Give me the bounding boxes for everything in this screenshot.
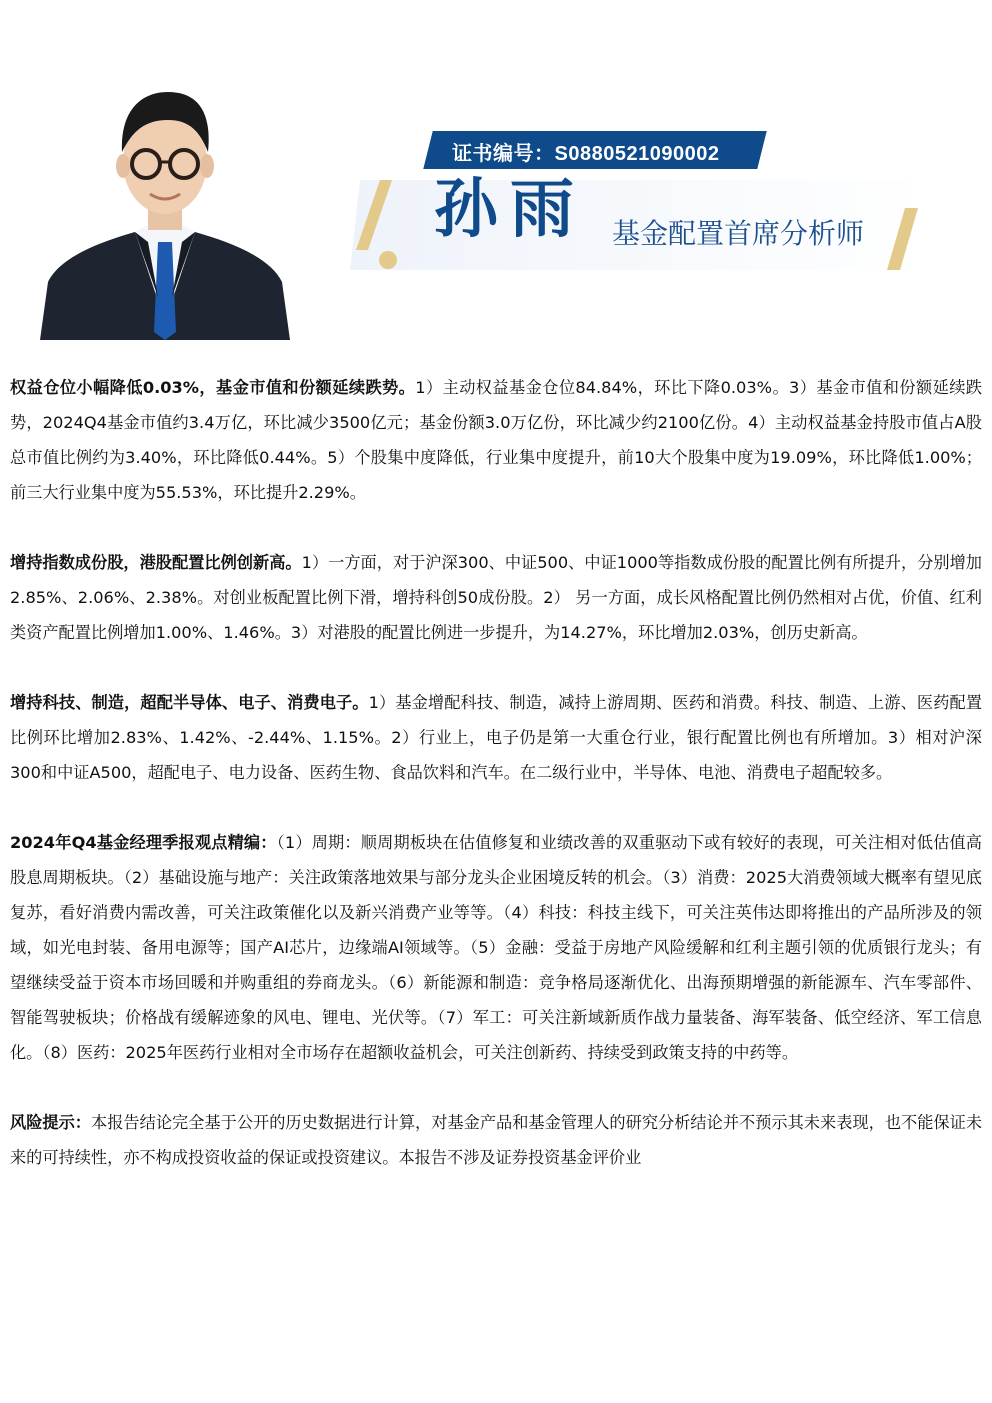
paragraph-risk-warning <box>10 1105 982 1175</box>
paragraph-sector-allocation <box>10 685 982 790</box>
paragraph-body: 1）一方面，对于沪深300、中证500、中证1000等指数成份股的配置比例有所提升，分别增加2.85%、2.06%、2.38%。对创业板配置比例下滑，增持科创50成份股。2） 另一方面，成长风格配置比例仍然相对占优，价值、红利类资产配置比例增加1.00%、1.46%。3）对港股的配置比例进一步提升，为14.27%，环比增加2.03%，创历史新高。 <box>10 553 982 642</box>
paragraph-heading: 2024年Q4基金经理季报观点精编： <box>10 833 277 852</box>
paragraph-index-constituents <box>10 545 982 650</box>
report-summary <box>10 370 982 1210</box>
paragraph-body: （1）周期：顺周期板块在估值修复和业绩改善的双重驱动下或有较好的表现，可关注相对低估值高股息周期板块。（2）基础设施与地产：关注政策落地效果与部分龙头企业困境反转的机会。（3）消费：2025大消费领域大概率有望见底复苏，看好消费内需改善，可关注政策催化以及新兴消费产业等等。（4）科技：科技主线下，可关注英伟达即将推出的产品所涉及的领域，如光电封装、备用电源等；国产AI芯片，边缘端AI领域等。（5）金融：受益于房地产风险缓解和红利主题引领的优质银行龙头；有望继续受益于资本市场回暖和并购重组的券商龙头。（6）新能源和制造：竞争格局逐渐优化、出海预期增强的新能源车、汽车零部件、智能驾驶板块；价格战有缓解迹象的风电、锂电、光伏等。（7）军工：可关注新域新质作战力量装备、海军装备、低空经济、军工信息化。（8）医药：2025年医药行业相对全市场存在超额收益机会，可关注创新药、持续受到政策支持的中药等。 <box>10 833 982 1062</box>
analyst-name: 孙雨 <box>434 172 586 247</box>
paragraph-equity-position <box>10 370 982 510</box>
cert-number: 证书编号：S0880521090002 <box>452 143 720 165</box>
paragraph-manager-views <box>10 825 982 1070</box>
analyst-role: 基金配置首席分析师 <box>612 217 865 250</box>
paragraph-heading: 增持指数成份股，港股配置比例创新高。 <box>10 553 302 572</box>
paragraph-body: 1）主动权益基金仓位84.84%，环比下降0.03%。3）基金市值和份额延续跌势，2024Q4基金市值约3.4万亿，环比减少3500亿元；基金份额3.0万亿份，环比减少约2100亿份。4）主动权益基金持股市值占A股总市值比例约为3.40%，环比降低0.44%。5）个股集中度降低，行业集中度提升，前10大个股集中度为19.09%，环比降低1.00%；前三大行业集中度为55.53%，环比提升2.29%。 <box>10 378 982 502</box>
analyst-header <box>0 0 992 345</box>
paragraph-body: 1）基金增配科技、制造，减持上游周期、医药和消费。科技、制造、上游、医药配置比例环比增加2.83%、1.42%、-2.44%、1.15%。2）行业上，电子仍是第一大重仓行业，银行配置比例也有所增加。3）相对沪深300和中证A500，超配电子、电力设备、医药生物、食品饮料和汽车。在二级行业中，半导体、电池、消费电子超配较多。 <box>10 693 983 782</box>
paragraph-heading: 风险提示： <box>10 1113 92 1132</box>
paragraph-heading: 权益仓位小幅降低0.03%，基金市值和份额延续跌势。 <box>10 378 416 397</box>
analyst-portrait <box>40 82 290 340</box>
paragraph-body: 本报告结论完全基于公开的历史数据进行计算，对基金产品和基金管理人的研究分析结论并不预示其未来表现，也不能保证未来的可持续性，亦不构成投资收益的保证或投资建议。本报告不涉及证券投资基金评价业 <box>10 1113 983 1167</box>
paragraph-heading: 增持科技、制造，超配半导体、电子、消费电子。 <box>10 693 369 712</box>
